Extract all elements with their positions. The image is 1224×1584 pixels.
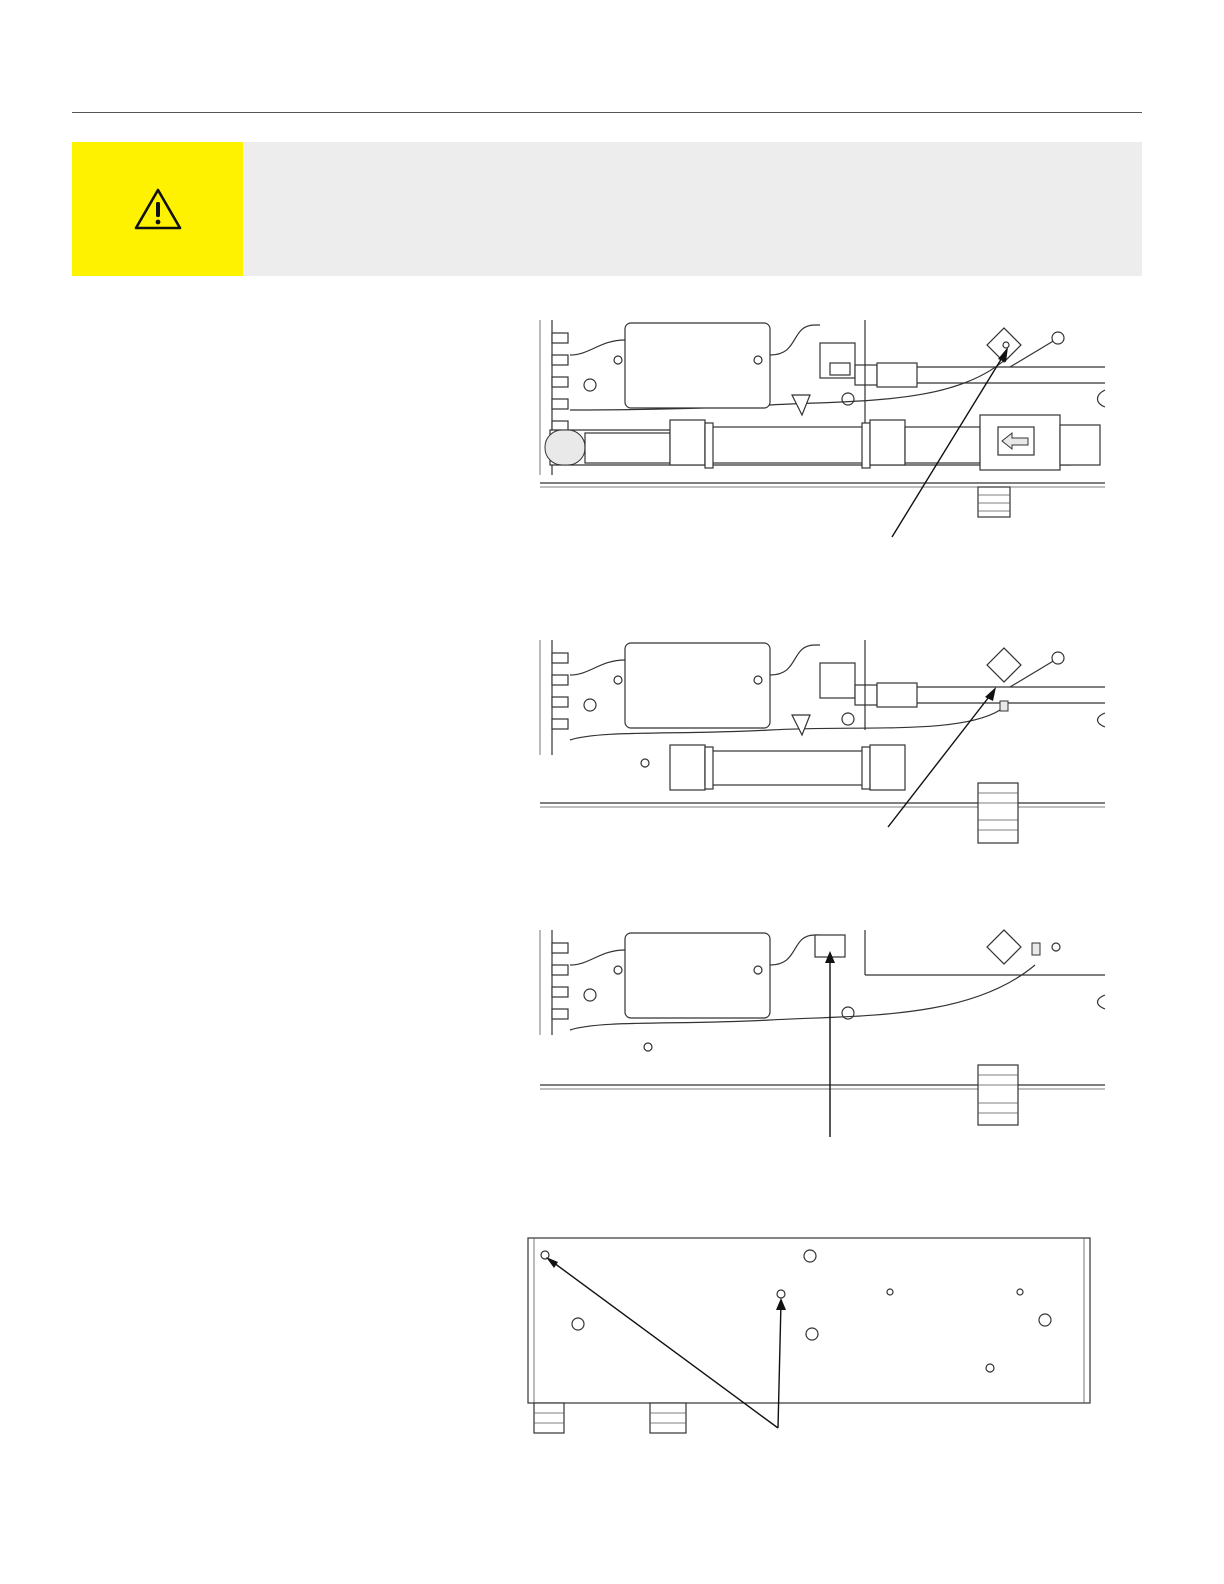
enclosure-back-panel [528, 1238, 1090, 1403]
figure-sensor-cable-connected [530, 315, 1110, 545]
control-box [625, 643, 770, 728]
terminal-strip [540, 930, 568, 1035]
bottom-fitting [978, 487, 1010, 517]
control-box [625, 933, 770, 1018]
terminal-strip [540, 640, 568, 755]
inlet-cap [545, 430, 585, 465]
sensor-cable-plug [1032, 943, 1040, 955]
valve-body [820, 663, 855, 698]
warning-triangle-icon [133, 187, 183, 231]
bottom-fitting [650, 1403, 686, 1433]
header-rule [72, 112, 1142, 113]
keyhole [584, 379, 596, 391]
figure-sensor-cable-disconnected [530, 635, 1110, 850]
bottom-fitting [534, 1403, 564, 1433]
caution-banner [72, 142, 243, 276]
flow-tube [705, 751, 870, 785]
caution-panel [72, 142, 1142, 276]
flow-tube [705, 427, 870, 463]
sensor-cable-plug [1000, 701, 1008, 711]
outlet-fitting [870, 420, 905, 465]
control-box [625, 323, 770, 408]
sensor-bracket [987, 648, 1021, 682]
sensor-bracket [987, 930, 1021, 964]
bottom-fitting [978, 783, 1018, 843]
bottom-fitting [978, 1065, 1018, 1125]
inlet-fitting [670, 420, 705, 465]
callout-arrow [825, 951, 835, 1137]
figure-enclosure-back [520, 1230, 1100, 1445]
figure-flow-assembly-removed [530, 925, 1110, 1145]
